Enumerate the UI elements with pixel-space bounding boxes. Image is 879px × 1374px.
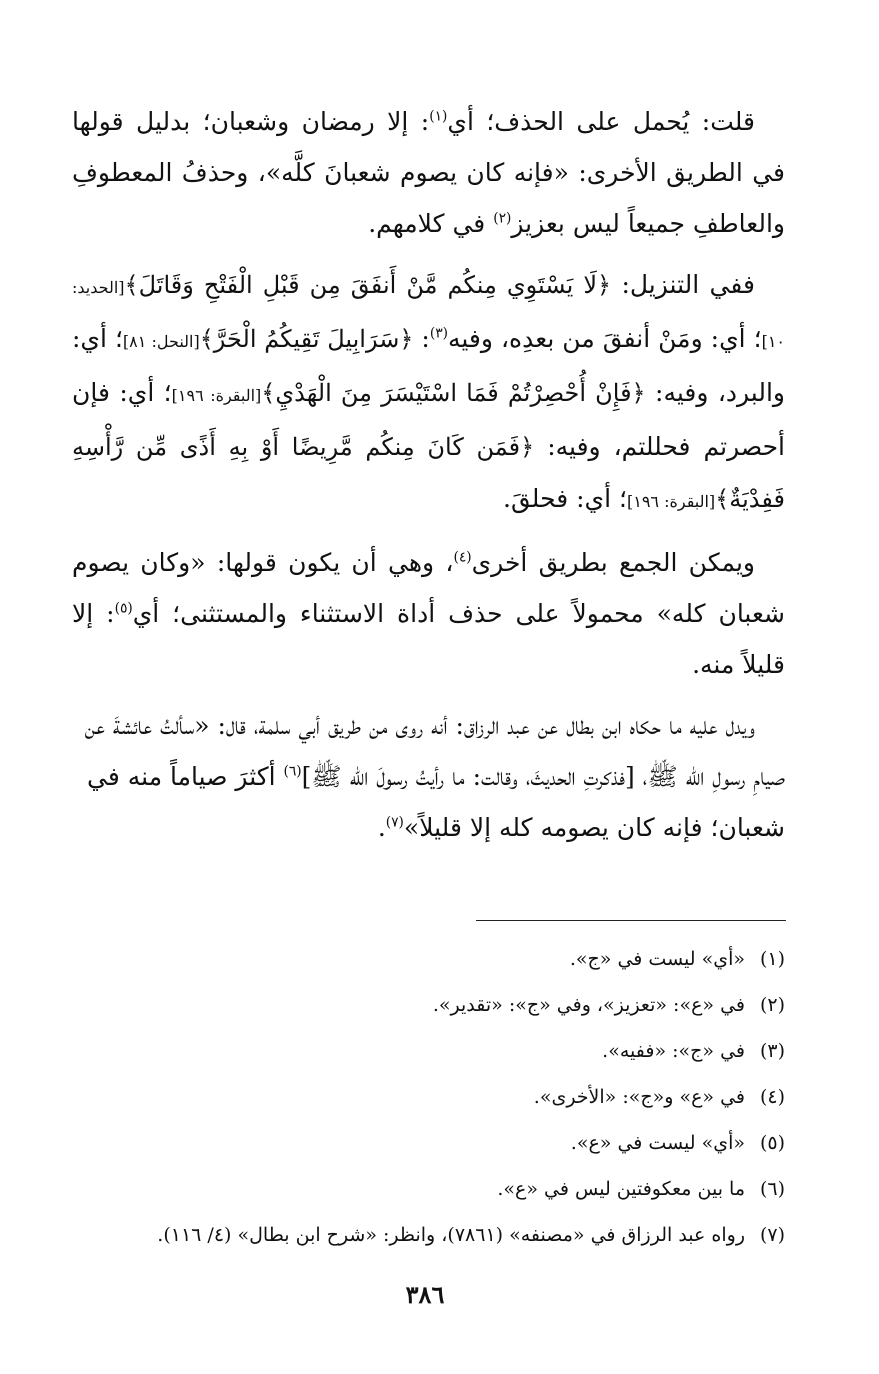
footnote-number: (٧) — [759, 1224, 785, 1246]
paragraph-3-lead: ويمكن الجمع بطريق أخرى — [471, 548, 756, 577]
footnote-3 — [60, 1028, 785, 1074]
footnote-text: «أي» ليست في «ع». — [570, 1132, 745, 1154]
footnote-ref-1: (١) — [429, 108, 448, 125]
footnote-text: في «ع»: «تعزيز»، وفي «ج»: «تقدير». — [432, 994, 745, 1016]
paragraph-2-end: ؛ أي: فحلقَ. — [503, 484, 627, 513]
paragraph-3 — [72, 537, 785, 690]
main-text — [72, 96, 785, 863]
footnote-number: (٦) — [759, 1178, 785, 1200]
verse-reference-3: [البقرة: ١٩٦] — [171, 386, 262, 405]
paragraph-1 — [72, 96, 785, 249]
footnote-text: «أي» ليست في «ج». — [569, 948, 745, 970]
paragraph-3-text: ، وهي أن يكون قولها: «وكان يصوم شعبان كله» محمولاً على حذف أداة الاستثناء والمستثنى؛ أي — [72, 548, 785, 628]
footnote-ref-2: (٢) — [493, 210, 512, 227]
footnote-divider — [476, 920, 786, 921]
quran-verse-3: ﴿فَإِنْ أُحْصِرْتُمْ فَمَا اسْتَيْسَرَ مِنَ الْهَدْيِ﴾ — [261, 379, 646, 407]
footnote-ref-3: (٣) — [429, 325, 448, 342]
paragraph-2 — [72, 259, 785, 527]
verse-reference-1: [الحديد: ١٠] — [72, 278, 785, 351]
footnote-ref-4: (٤) — [453, 549, 472, 566]
paragraph-2-text-1: ؛ أي: ومَنْ أنفقَ من بعدِه، وفيه — [447, 324, 762, 353]
paragraph-1-text: : إلا رمضان وشعبان؛ بدليل قولها في الطريق الأخرى: «فإنه كان يصوم شعبانَ كلَّه»، وحذفُ المعطوفِ والعاطفِ جميعاً ليس بعزيز — [72, 107, 785, 238]
page-number: ٣٨٦ — [405, 1280, 445, 1309]
footnote-7 — [60, 1212, 785, 1258]
paragraph-4 — [72, 700, 785, 853]
footnote-number: (٤) — [759, 1086, 785, 1108]
footnote-4 — [60, 1074, 785, 1120]
footnotes-section — [60, 936, 785, 1258]
paragraph-2-text-3: ؛ أي: فإن أحصرتم فحللتم، وفيه: — [72, 378, 785, 461]
footnote-6 — [60, 1166, 785, 1212]
paragraph-1-end: في كلامهم. — [368, 209, 494, 238]
footnote-number: (٣) — [759, 1040, 785, 1062]
footnote-text: ما بين معكوفتين ليس في «ع». — [497, 1178, 745, 1200]
footnote-ref-5: (٥) — [114, 600, 133, 617]
footnote-text: رواه عبد الرزاق في «مصنفه» (٧٨٦١)، وانظر: «شرح ابن بطال» (٤/ ١١٦). — [157, 1224, 745, 1246]
footnote-text: في «ع» و«ج»: «الأخرى». — [533, 1086, 745, 1108]
paragraph-4-lead: ويدل عليه ما حكاه ابن بطال عن عبد الرزاق: أنه روى من طريق أبي سلمة، قال: «سألتُ عائشةَ عن صيامِ رسولِ الله ﷺ، [فذكرتِ الحديثَ، وقالت: ما رأيتُ رسولَ الله ﷺ] — [84, 711, 785, 791]
paragraph-2-colon: : — [413, 324, 430, 353]
footnote-ref-6: (٦) — [283, 763, 302, 780]
footnote-number: (١) — [759, 948, 785, 970]
paragraph-4-text: أكثرَ صياماً منه في شعبان؛ فإنه كان يصومه كله إلا قليلاً» — [87, 762, 785, 842]
footnote-5 — [60, 1120, 785, 1166]
paragraph-2-text-2: ؛ أي: والبرد، وفيه: — [72, 324, 785, 407]
paragraph-2-lead: ففي التنزيل: — [611, 270, 755, 299]
footnote-1 — [60, 936, 785, 982]
footnote-2 — [60, 982, 785, 1028]
footnote-number: (٢) — [759, 994, 785, 1016]
paragraph-3-end: : إلا قليلاً منه. — [72, 599, 785, 679]
verse-reference-2: [النحل: ٨١] — [122, 332, 200, 351]
footnote-ref-7: (٧) — [385, 814, 404, 831]
paragraph-4-end: . — [377, 813, 386, 842]
paragraph-1-lead: قلت: يُحمل على الحذف؛ أي — [447, 107, 755, 136]
quran-verse-2: ﴿سَرَابِيلَ تَقِيكُمُ الْحَرَّ﴾ — [199, 325, 414, 353]
footnote-text: في «ج»: «ففيه». — [602, 1040, 745, 1062]
quran-verse-1: ﴿لَا يَسْتَوِي مِنكُم مَّنْ أَنفَقَ مِن قَبْلِ الْفَتْحِ وَقَاتَلَ﴾ — [124, 271, 612, 299]
verse-reference-4: [البقرة: ١٩٦] — [626, 492, 716, 511]
footnote-number: (٥) — [759, 1132, 785, 1154]
quran-verse-4: ﴿فَمَن كَانَ مِنكُم مَّرِيضًا أَوْ بِهِ أَذًى مِّن رَّأْسِهِ فَفِدْيَةٌ﴾ — [72, 433, 785, 513]
